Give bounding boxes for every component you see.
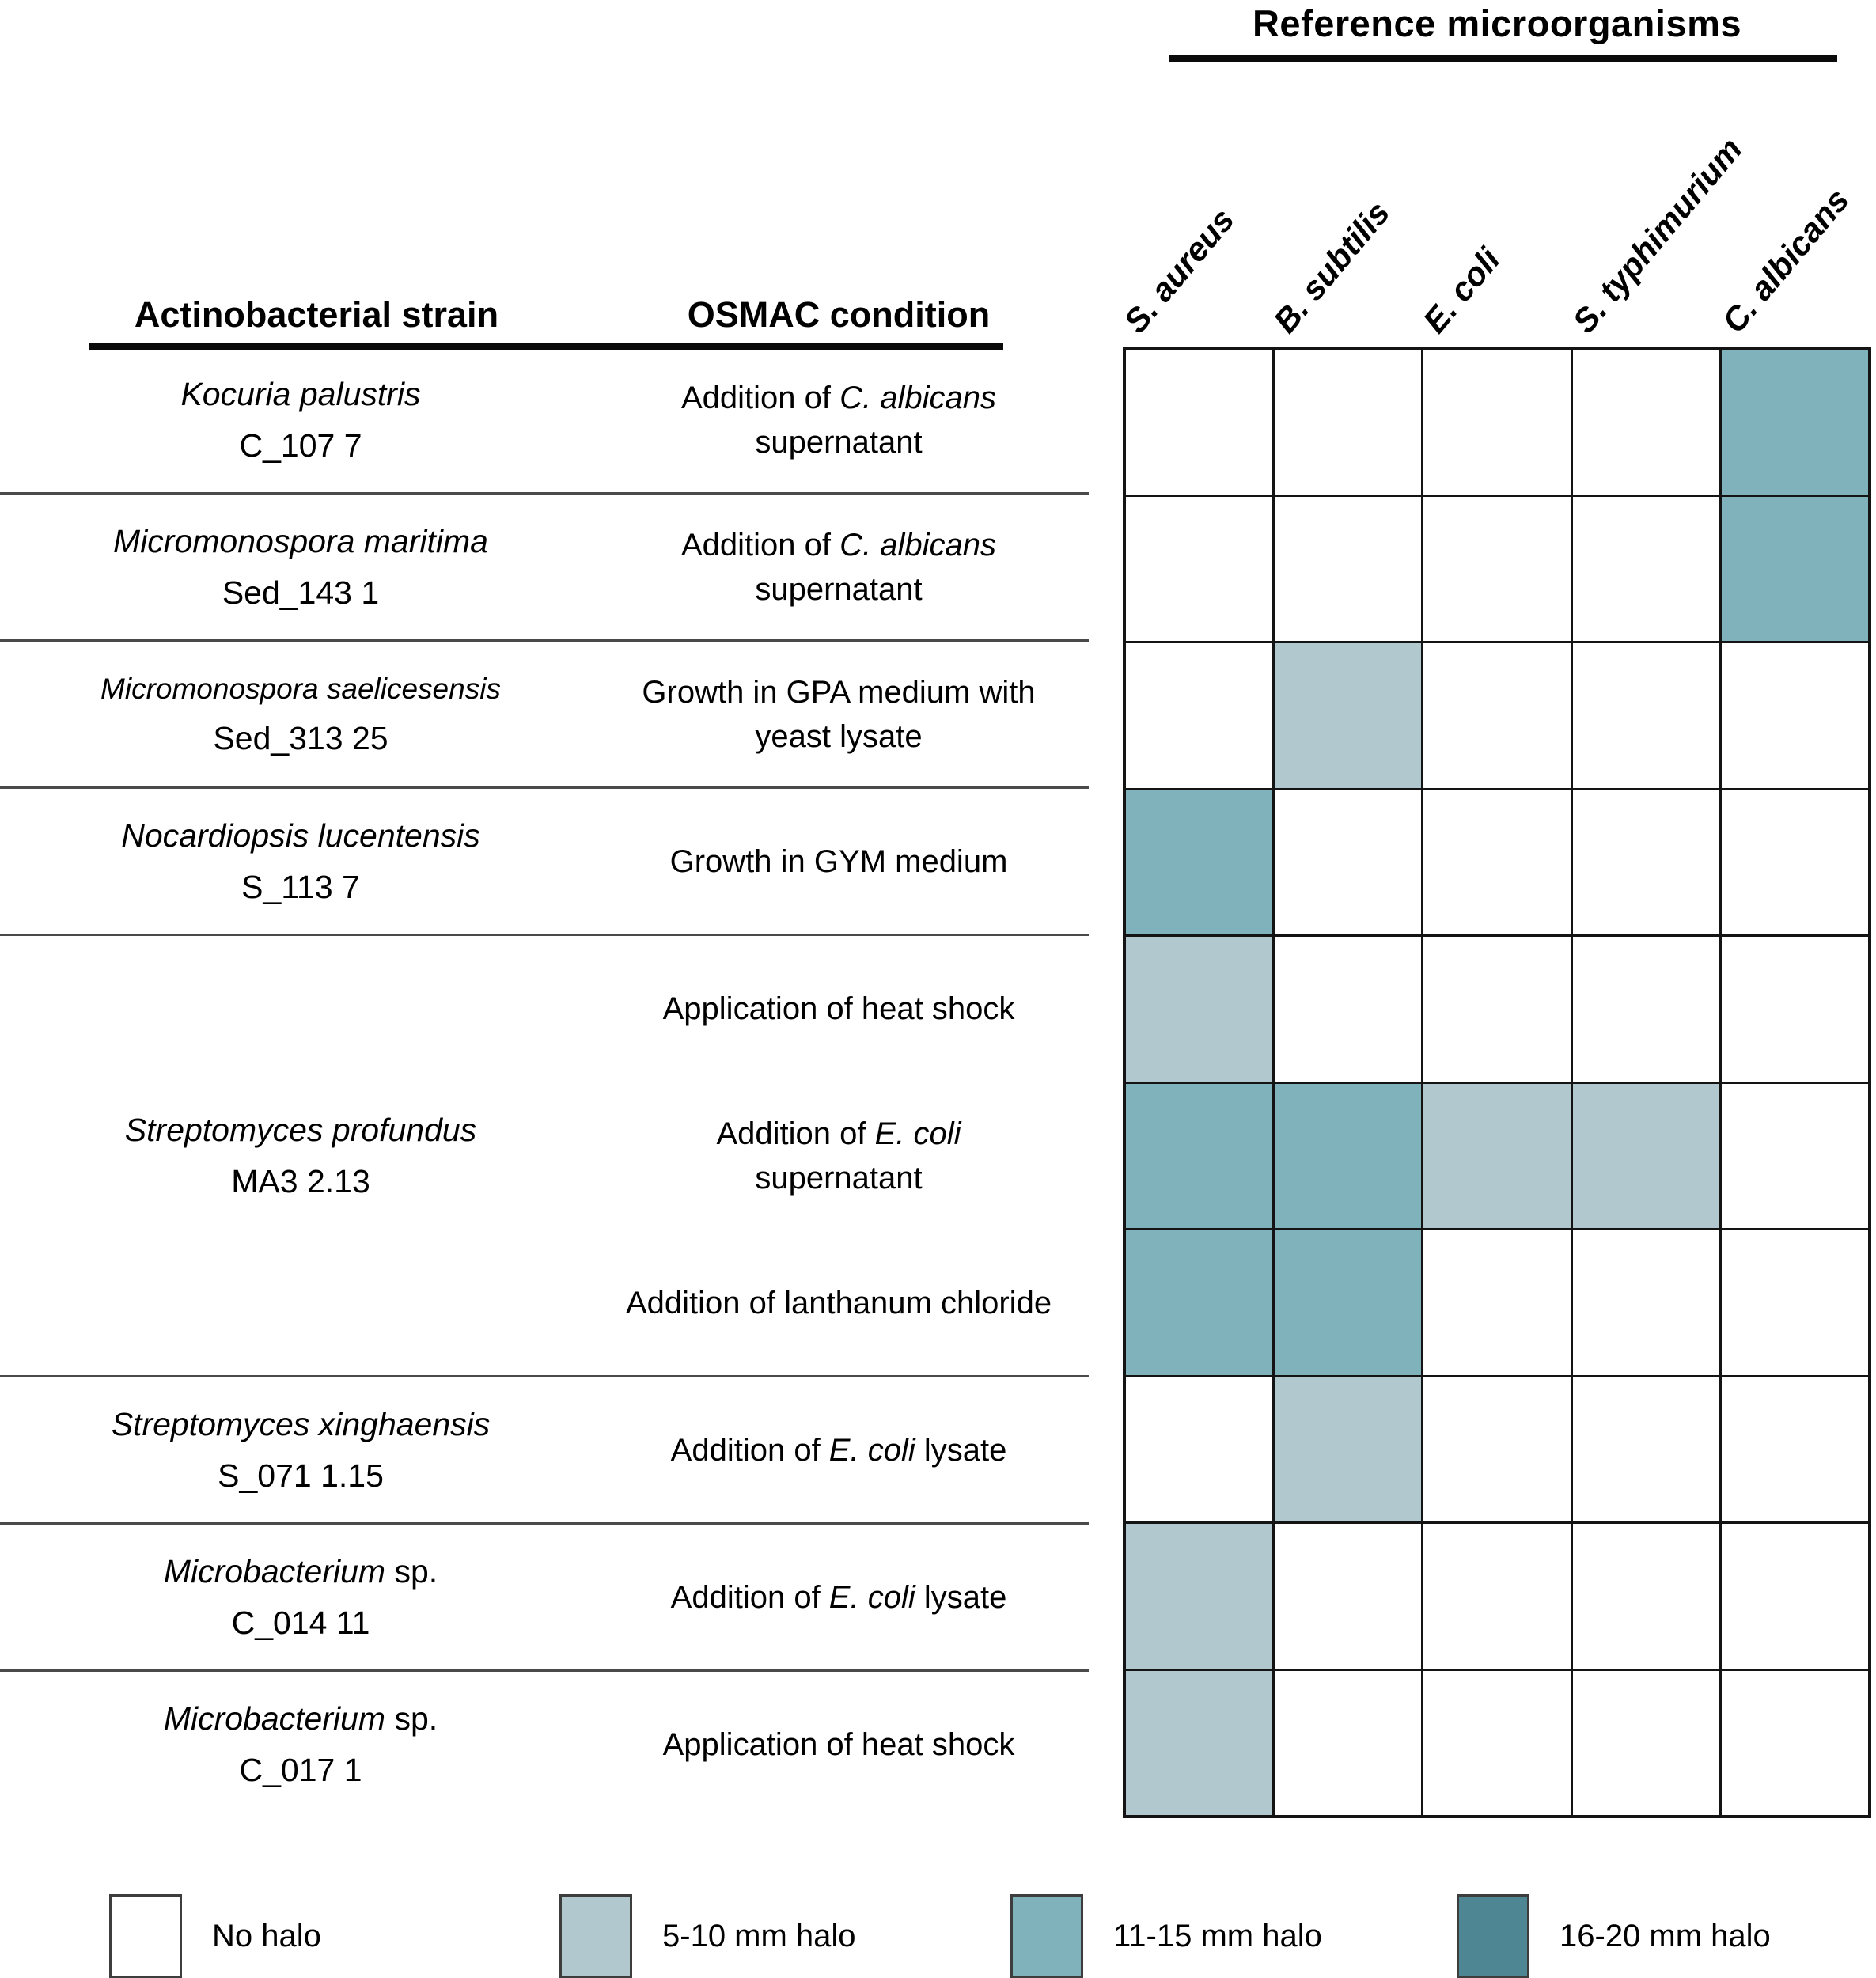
halo-cell [1126,790,1272,935]
reference-microorganisms-title: Reference microorganisms [1252,2,1742,44]
condition-line: Addition of E. coli lysate [670,1580,1007,1615]
halo-cell [1126,1524,1272,1669]
strain-name: Nocardiopsis lucentensis [121,817,480,854]
condition-line: supernatant [755,425,923,460]
halo-cell [1573,1671,1719,1816]
halo-grid [1123,347,1871,1818]
strain-name: Streptomyces xinghaensis [111,1406,491,1442]
halo-cell [1126,1377,1272,1522]
condition-line: Addition of E. coli lysate [670,1433,1007,1468]
strain-cell [0,1671,601,1818]
halo-cell [1275,1671,1421,1816]
legend-label: 16-20 mm halo [1560,1918,1771,1953]
halo-cell [1722,350,1868,494]
halo-cell [1722,790,1868,935]
halo-cell [1126,497,1272,642]
strain-code: C_014 11 [231,1605,370,1641]
halo-cell [1573,643,1719,788]
halo-cell [1275,497,1421,642]
condition-line: Addition of C. albicans [680,381,996,415]
halo-cell [1275,1377,1421,1522]
strain-code: C_107 7 [239,427,362,464]
legend-label: 11-15 mm halo [1113,1918,1322,1953]
strain-cell [0,1377,601,1524]
condition-line: Addition of E. coli [716,1116,961,1151]
condition-cell [609,1230,1068,1377]
halo-cell [1722,1524,1868,1669]
halo-cell [1423,497,1570,642]
condition-cell [609,1082,1068,1230]
halo-cell [1275,937,1421,1082]
strain-name: Micromonospora maritima [113,523,488,559]
strain-name: Micromonospora saelicesensis [100,672,501,705]
legend-swatch [1010,1894,1083,1978]
col-header-label: E. coli [1416,241,1507,340]
condition-cell [609,641,1068,788]
strain-cell [0,494,601,641]
condition-line: Growth in GYM medium [669,844,1008,879]
halo-cell [1573,1524,1719,1669]
halo-cell [1423,1377,1570,1522]
halo-cell [1126,937,1272,1082]
strain-code: Sed_313 25 [213,719,388,756]
halo-cell [1573,1377,1719,1522]
halo-cell [1126,1671,1272,1816]
condition-line: Application of heat shock [662,991,1015,1026]
halo-cell [1722,643,1868,788]
halo-cell [1126,643,1272,788]
halo-cell [1126,350,1272,494]
col-header-label: S. aureus [1116,201,1241,340]
halo-cell [1423,937,1570,1082]
halo-cell [1275,1524,1421,1669]
legend-item-11-15-mm-halo [1010,1894,1322,1978]
halo-cell [1275,1230,1421,1375]
halo-cell [1722,1671,1868,1816]
condition-line: yeast lysate [755,719,923,754]
strain-code: Sed_143 1 [222,574,380,611]
strain-code: S_113 7 [241,869,360,905]
halo-cell [1722,937,1868,1082]
condition-line: Addition of C. albicans [680,528,996,563]
condition-cell [609,788,1068,935]
halo-cell [1573,937,1719,1082]
condition-line: Application of heat shock [662,1727,1015,1762]
col-header-label: B. subtilis [1266,194,1397,340]
condition-cell [609,494,1068,641]
halo-cell [1423,1524,1570,1669]
halo-cell [1722,497,1868,642]
halo-cell [1573,790,1719,935]
condition-cell [609,1377,1068,1524]
osmac-column-header: OSMAC condition [687,294,991,335]
col-header-label: S. typhimurium [1565,130,1749,340]
condition-cell [609,935,1068,1082]
title-underline [1169,55,1837,62]
legend-label: 5-10 mm halo [662,1918,856,1953]
strain-code: C_017 1 [239,1752,362,1788]
legend-swatch [1457,1894,1529,1978]
strain-code: S_071 1.15 [218,1457,384,1494]
strain-column-header: Actinobacterial strain [134,294,499,335]
condition-cell [609,1671,1068,1818]
halo-cell [1275,790,1421,935]
strain-cell [0,1524,601,1671]
halo-cell [1275,350,1421,494]
halo-cell [1573,1084,1719,1229]
legend-item-5-10-mm-halo [559,1894,856,1978]
halo-cell [1573,350,1719,494]
condition-line: Growth in GPA medium with [642,675,1036,710]
halo-cell [1722,1377,1868,1522]
halo-cell [1423,1230,1570,1375]
strain-name: Streptomyces profundus [124,1112,477,1148]
legend-item-16-20-mm-halo [1457,1894,1771,1978]
legend-item-no-halo [109,1894,321,1978]
halo-cell [1275,1084,1421,1229]
strain-cell [0,347,601,494]
strain-cell [0,788,601,935]
halo-cell [1423,1084,1570,1229]
strain-name: Microbacterium sp. [163,1553,438,1590]
halo-cell [1722,1230,1868,1375]
halo-cell [1573,497,1719,642]
halo-cell [1423,350,1570,494]
halo-cell [1722,1084,1868,1229]
strain-name: Kocuria palustris [180,376,421,412]
condition-line: supernatant [755,572,923,607]
legend-label: No halo [212,1918,321,1953]
halo-cell [1126,1084,1272,1229]
legend-swatch [559,1894,632,1978]
strain-name: Microbacterium sp. [163,1700,438,1737]
legend-swatch [109,1894,182,1978]
condition-line: Addition of lanthanum chloride [625,1286,1052,1321]
halo-cell [1126,1230,1272,1375]
condition-cell [609,1524,1068,1671]
col-header-label: C. albicans [1715,181,1857,340]
halo-cell [1423,790,1570,935]
halo-cell [1423,643,1570,788]
condition-line: supernatant [755,1161,923,1196]
strain-cell [0,935,601,1377]
strain-code: MA3 2.13 [231,1163,370,1199]
halo-cell [1423,1671,1570,1816]
condition-cell [609,347,1068,494]
halo-cell [1275,643,1421,788]
halo-cell [1573,1230,1719,1375]
strain-cell [0,641,601,788]
